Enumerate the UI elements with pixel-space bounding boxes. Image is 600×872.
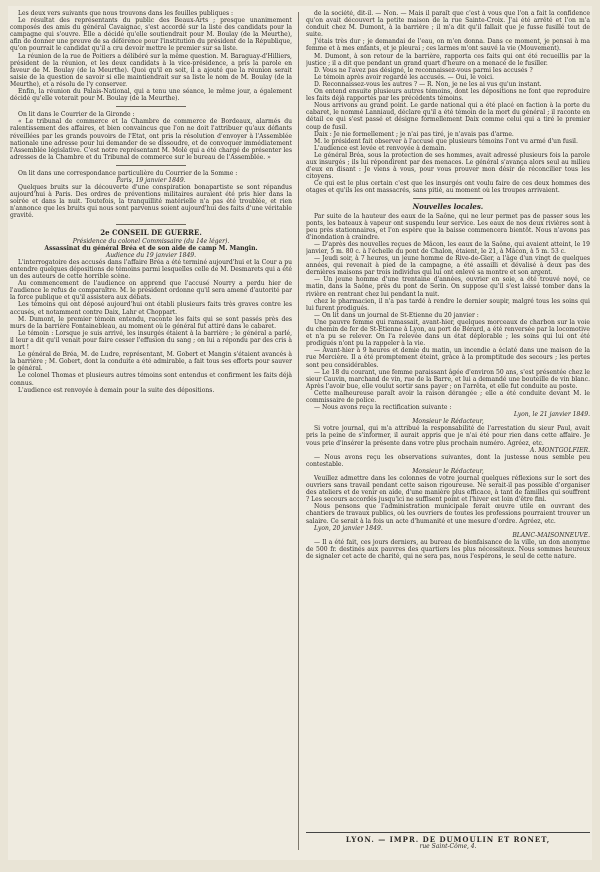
proces-paragraph-3: M. Dumont, à son retour de la barrière, rapporta ces faits qui ont été recueillis par la justice ; il a dit que pendant un grand quart d'heure on a menacé de le fusiller. [306, 52, 590, 67]
section-divider [413, 198, 483, 199]
affaire-brea-heading: Assassinat du général Bréa et de son aide de camp M. Mangin. [44, 244, 258, 252]
letter-body: Si votre journal, qui m'a attribué la responsabilité de l'arrestation du sieur Paul, avait pris la peine de s'informer, il aurait appris que je n'ai été pour rien dans cette affaire. Je vous prie d'insérer la présente dans votre plus prochain numéro. Agréez, etc. [306, 425, 590, 447]
proces-paragraph-7: On entend ensuite plusieurs autres témoins, dont les dépositions ne font que reproduire les faits déjà rapportés par les précédents témoins. [306, 88, 590, 103]
noye-paragraph: — Un jeune homme d'une trentaine d'années, ouvrier en soie, a été trouvé noyé, ce matin, dans la Saône, près du pont de Serin. On suppose qu'il s'est laissé tomber dans la rivière en rentrant chez lui pendant la nuit. [306, 276, 590, 298]
rectification-intro: — Nous avons reçu la rectification suivante : [314, 404, 452, 412]
letter-date: Lyon, le 21 janvier 1849. [513, 411, 590, 419]
marchand-vin-paragraph: — Le 18 du courant, une femme paraissant âgée d'environ 50 ans, s'est présentée chez le sieur Cauvin, marchand de vin, rue de la Barre, et lui a demandé une bouteille de vin blanc. Après l'avoir bue, elle voulut sortir sans payer ; on l'arrêta, et elle fut conduite au poste. [306, 368, 590, 390]
letter2-salutation: Monsieur le Rédacteur, [412, 467, 484, 475]
printer-imprint [306, 832, 590, 850]
column-rule [298, 12, 299, 850]
letter2-body-1: Veuillez admettre dans les colonnes de votre journal quelques réflexions sur le sort des ouvriers sans travail pendant cette saison rigoureuse. Ne serait-il pas possible d'organiser des ateliers et de venir en aide, d'une manière plus efficace, à tant de familles qui souffrent ? Les secours accordés jusqu'ici ne suffisent point et l'hiver est loin d'être fini. [306, 475, 590, 504]
macon-paragraph: — D'après des nouvelles reçues de Mâcon, les eaux de la Saône, qui avaient atteint, le 19 janvier, 5 m. 80 c. à l'échelle du pont de Chalon, étaient, le 21, à Mâcon, à 5 m. 53 c. [306, 240, 590, 255]
proces-paragraph-9: Daix : Je nie formellement ; je n'ai pas tiré, je n'avais pas d'arme. [314, 130, 514, 138]
letter2-signature: BLANC-MAISONNEUVE. [512, 531, 590, 539]
presidence-line: Présidence du colonel Commissaire (du 14e léger). [72, 237, 230, 245]
pharmacien-paragraph: chez le pharmacien, il n'a pas tardé à rendre le dernier soupir, malgré tous les soins qui lui furent prodigués. [306, 297, 590, 312]
section-divider [116, 106, 186, 107]
saone-paragraph: Par suite de la hauteur des eaux de la Saône, qui ne leur permet pas de passer sous les ponts, les bateaux à vapeur ont suspendu leur service. Les eaux de nos deux rivières sont à peu près stationnaires, et l'on espère que la baisse commencera bientôt. Nous n'avons pas d'inondation à craindre. [306, 212, 590, 241]
dateline-paris: Paris, 19 janvier 1849. [116, 176, 186, 184]
beaux-arts-paragraph: Le résultat des représentants du public des Beaux-Arts ; presque unanimement composés des amis du général Cavaignac, s'est accordé sur la liste des candidats pour la campagne qui s'ouvre. Elle a décidé qu'elle soutiendrait pour M. Boulay (de la Meurthe), afin de donner une preuve de sa déférence pour l'institution du président de la République, qu'on pourrait le candidat qu'il a cru devoir mettre le premier sur sa liste. [10, 17, 292, 53]
chemin-de-fer-paragraph: Une pauvre femme qui ramassait, avant-hier, quelques morceaux de charbon sur la voie du chemin de fer de St-Etienne à Lyon, au port de Bérard, a été renversée par la locomotive et n'a pu se relever. On l'a relevée dans un état déplorable ; les soins qui lui ont été prodigués n'ont pu la rappeler à la vie. [306, 318, 590, 348]
audience-date: Audience du 19 janvier 1849. [105, 251, 197, 259]
newspaper-page [8, 6, 592, 860]
proces-paragraph-10: M. le président fait observer à l'accusé que plusieurs témoins l'ont vu armé d'un fusil. [314, 137, 578, 145]
intro-paragraph: Les deux vers suivants que nous trouvons dans les feuilles publiques : [18, 10, 234, 17]
proces-paragraph-8: Nous arrivons au grand point. Le garde national qui a été placé en faction à la porte du cabaret, le nommé Lanniaud, déclare qu'il a été témoin de la mort du général ; il raconte en détail ce qui s'est passé et désigne formellement Daix comme celui qui a tiré le premier coup de fusil. [306, 102, 590, 131]
letter2-date: Lyon, 20 janvier 1849. [314, 524, 383, 532]
right-column [306, 10, 590, 854]
letter-salutation: Monsieur le Rédacteur, [412, 418, 484, 426]
bordeaux-commerce-quote: « Le tribunal de commerce et la Chambre de commerce de Bordeaux, alarmés du ralentissement des affaires, et bien convaincus que l'on ne doit l'attribuer qu'aux défiants réveillées par les grands pouvoirs de l'Etat, ont pris la résolution d'envoyer à l'Assemblée nationale une adresse pour lui demander de se dissoudre, et de convoquer immédiatement l'Assemblée législative. C'est notre représentant M. Molé qui a été chargé de présenter les adresses de la Chambre et du Tribunal de commerce sur le bureau de l'Assemblée. » [10, 118, 292, 161]
rive-de-gier-paragraph: — Jeudi soir, à 7 heures, un jeune homme de Rive-de-Gier, a l'âge d'un vingt de quelques années, qui revenait à pied de la campagne, a été assailli et dévalisé à deux pas des dernières maisons par trois individus qui lui ont enlevé sa montre et son argent. [306, 255, 590, 277]
proces-paragraph-4: D. Vous ne l'avez pas désigné, le reconnaissez-vous parmi les accusés ? [314, 66, 533, 74]
letter-signature: A. MONTGOLFIER. [530, 446, 590, 454]
poitiers-paragraph: La réunion de la rue de Poitiers a délibéré sur la même question. M. Baraguay-d'Hilliers, président de la réunion, et les deux candidats à la vice-présidence, a pris la parole en faveur de M. Boulay (de la Meurthe). Quoi qu'il en soit, il a ajouté que la réunion serait saisie de la question de savoir si elle maintiendrait sur sa liste le nom de M. Boulay (de la Meurthe), et a résolu de l'y conserver. [10, 52, 292, 88]
suite-paragraph: L'audience est renvoyée à demain pour la suite des dépositions. [18, 386, 215, 394]
proces-paragraph-5: Le témoin après avoir regardé les accusés. — Oui, le voici. [314, 73, 494, 81]
imprint-line-2: rue Saint-Côme, 4. [419, 842, 477, 850]
saint-etienne-intro: — On lit dans un journal de St-Etienne du 20 janvier : [314, 311, 479, 319]
palais-national-paragraph: Enfin, la réunion du Palais-National, qui a tenu une séance, le même jour, a également décidé qu'elle voterait pour M. Boulay (de la Meurthe). [10, 88, 292, 103]
proces-paragraph-11: L'audience est levée et renvoyée à demain. [314, 144, 447, 152]
proces-paragraph-6: D. Reconnaissez-vous les autres ? — R. Non, je ne les ai vus qu'un instant. [314, 80, 542, 88]
proces-paragraph-2: J'étais très dur ; je demandai de l'eau, on m'en donna. Dans ce moment, je pensai à ma femme et à mes enfants, et je pleurai ; ces larmes m'ont sauvé la vie (Mouvement). [306, 38, 590, 53]
commissaire-paragraph: Cette malheureuse paraît avoir la raison dérangée ; elle a été conduite devant M. le commissaire de police. [306, 389, 590, 404]
general-brea-paragraph: Le général de Bréa, M. de Ludre, représentant, M. Gobert et Mangin s'étaient avancés à la barrière ; M. Gobert, dont la conduite a été admirable, a fait tous ses efforts pour sauver le général. [10, 351, 292, 373]
bienfaisance-paragraph: — Il a été fait, ces jours derniers, au bureau de bienfaisance de la ville, un don anonyme de 500 fr. destinés aux pauvres des quartiers les plus nécessiteux. Nous sommes heureux de signaler cet acte de charité, qui ne sera pas, nous l'espérons, le seul de cette nature. [306, 538, 590, 561]
affaire-paragraph: L'interrogatoire des accusés dans l'affaire Bréa a été terminé aujourd'hui et la Cour a pu entendre quelques dépositions de témoins parmi lesquelles celle de M. Desmarets qui a été un des auteurs de cette horrible scène. [10, 258, 292, 281]
letter2-body-2: Nous pensons que l'administration municipale ferait œuvre utile en ouvrant des chantiers de travaux publics, où les ouvriers de toutes les professions pourraient trouver un salaire. Ce serait à la fois un acte d'humanité et une mesure d'ordre. Agréez, etc. [306, 503, 590, 525]
audience-paragraph: Au commencement de l'audience on apprend que l'accusé Nourry a perdu hier de l'audience le refus de comparaître. M. le président ordonne qu'il sera amené d'autorité par la force publique et qu'il assistera aux débats. [10, 280, 292, 302]
section-divider [116, 165, 186, 166]
nouvelles-locales-heading: Nouvelles locales. [412, 202, 484, 212]
temoin-paragraph: Le témoin : Lorsque je suis arrivé, les insurgés étaient à la barrière ; le général a parlé, il leur a dit qu'il venait pour faire cesser l'effusion du sang ; on lui a répondu par des cris à mort ! [10, 329, 292, 352]
colonel-paragraph: Le colonel Thomas et plusieurs autres témoins sont entendus et confirment les faits déjà connus. [10, 372, 292, 387]
left-column [10, 10, 292, 854]
observations-intro: — Nous avons reçu les observations suivantes, dont la justesse nous semble peu contestable. [306, 453, 590, 468]
section-divider [116, 224, 186, 225]
dumont-paragraph: M. Dumont, le premier témoin entendu, raconte les faits qui se sont passés près des murs de la barrière Fontainebleau, au moment où le général fut attiré dans le cabaret. [10, 315, 292, 330]
temoins-paragraph: Les témoins qui ont déposé aujourd'hui ont établi plusieurs faits très graves contre les accusés, et notamment contre Daix, Lahr et Choppart. [10, 301, 292, 316]
courrier-gironde-intro: On lit dans le Courrier de la Gironde : [18, 111, 135, 119]
imprint-line-1: LYON. — IMPR. DE DUMOULIN ET RONET, [345, 834, 551, 844]
proces-paragraph-1: de la société, dit-il. — Non. — Mais il paraît que c'est à vous que l'on a fait la confidence qu'on avait découvert la petite maison de la rue Sainte-Croix. J'ai été arrêté et l'on m'a conduit chez M. Dumont, à la barrière ; il m'a dit qu'il fallait que je fusse fusillé tout de suite. [306, 10, 590, 39]
conspiracy-paragraph: Quelques bruits sur la découverte d'une conspiration bonapartiste se sont répandus aujourd'hui à Paris. Des ordres de préventions militaires auraient été pris hier dans la soirée et dans la nuit. Toutefois, la tranquillité matérielle n'a pas été troublée, et rien n'annonce que les bruits qui nous sont parvenus soient aujourd'hui des faits d'une véritable gravité. [10, 184, 292, 220]
proces-paragraph-13: Ce qui est le plus certain c'est que les insurgés ont voulu faire de ces deux hommes des otages et qu'ils les ont massacrés, sans pitié, au moment où les troupes arrivaient. [306, 180, 590, 195]
proces-paragraph-12: Le général Bréa, sous la protection de ses hommes, avait adressé plusieurs fois la parole aux insurgés ; ils lui répondirent par des menaces. Le général s'avança alors seul au milieu d'eux en disant : Je viens à vous, pour vous prouver mon désir de réconcilier tous les citoyens. [306, 151, 590, 181]
conseil-guerre-heading: 2e CONSEIL DE GUERRE. [100, 227, 202, 237]
incendie-paragraph: — Avant-hier à 9 heures et demie du matin, un incendie a éclaté dans une maison de la rue Mercière. Il a été promptement éteint, grâce à la promptitude des secours ; les pertes sont peu considérables. [306, 347, 590, 369]
courrier-somme-intro: On lit dans une correspondance particulière du Courrier de la Somme : [18, 169, 238, 177]
